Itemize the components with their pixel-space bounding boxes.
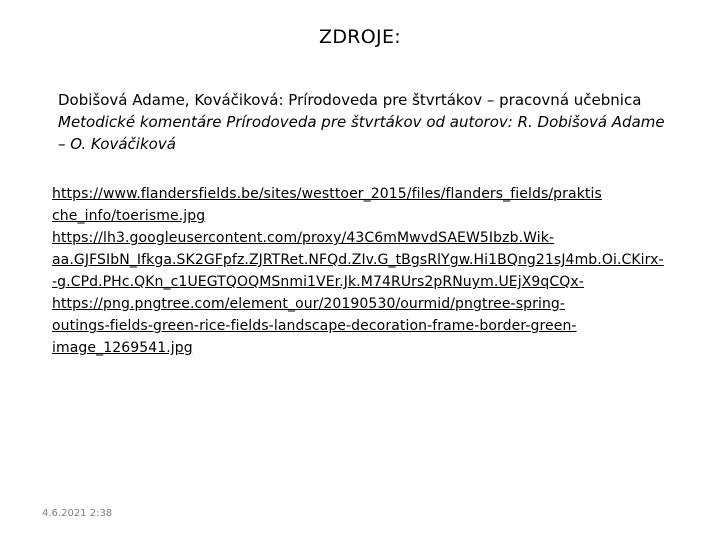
link-pngtree-cont-1[interactable]: outings-fields-green-rice-fields-landscape-decoration-frame-border-green- — [52, 318, 577, 334]
link-googleusercontent[interactable]: https://lh3.googleusercontent.com/proxy/43C6mMwvdSAEW5Ibzb.Wik- — [52, 230, 555, 246]
slide-title: ZDROJE: — [319, 26, 401, 48]
link-flandersfields-cont[interactable]: che_info/toerisme.jpg — [52, 208, 206, 224]
link-flandersfields[interactable]: https://www.flandersfields.be/sites/westtoer_2015/files/flanders_fields/praktis — [52, 186, 602, 202]
book-sources — [58, 89, 665, 155]
image-source-links — [52, 183, 662, 359]
source-book-2-authors: – O. Kováčiková — [58, 135, 176, 153]
source-book-1: Dobišová Adame, Kováčiková: Prírodoveda pre štvrtákov – pracovná učebnica — [58, 91, 642, 109]
link-googleusercontent-cont-1[interactable]: aa.GJFSIbN_Ifkga.SK2GFpfz.ZJRTRet.NFQd.ZIv.G_tBgsRlYgw.Hi1BQng21sJ4mb.Oi.CKirx- — [52, 252, 664, 268]
link-pngtree-cont-2[interactable]: image_1269541.jpg — [52, 340, 193, 356]
source-book-2: Metodické komentáre Prírodoveda pre štvrtákov od autorov: R. Dobišová Adame — [58, 113, 665, 131]
link-pngtree[interactable]: https://png.pngtree.com/element_our/20190530/ourmid/pngtree-spring- — [52, 296, 566, 312]
slide-date: 4.6.2021 2:38 — [42, 508, 113, 519]
link-googleusercontent-cont-2[interactable]: -g.CPd.PHc.QKn_c1UEGTQOQMSnmi1VEr.Jk.M74RUrs2pRNuym.UEjX9qCQx- — [52, 274, 584, 290]
